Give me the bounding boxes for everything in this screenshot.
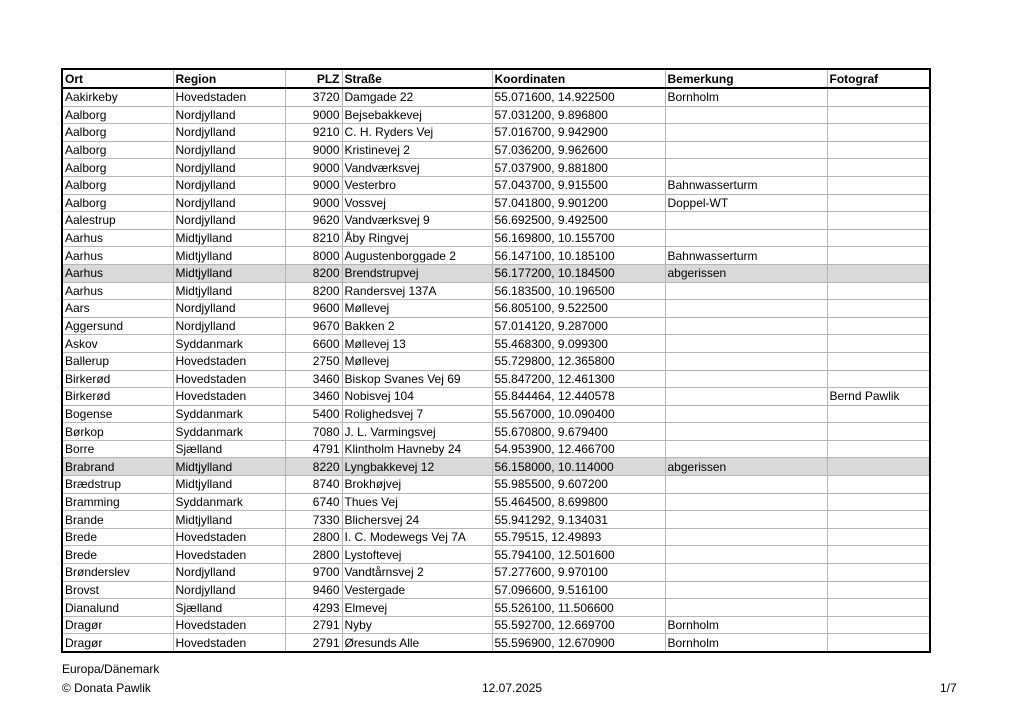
cell-region: Hovedstaden xyxy=(173,616,285,634)
cell-koordinaten: 56.183500, 10.196500 xyxy=(492,282,665,300)
cell-strasse: Møllevej xyxy=(342,300,492,318)
cell-koordinaten: 55.596900, 12.670900 xyxy=(492,634,665,652)
table-row xyxy=(62,141,930,159)
table-row xyxy=(62,599,930,617)
cell-koordinaten: 56.147100, 10.185100 xyxy=(492,247,665,265)
cell-plz: 4791 xyxy=(285,440,342,458)
cell-ort: Brovst xyxy=(62,581,173,599)
table-row xyxy=(62,388,930,406)
cell-fotograf xyxy=(827,616,930,634)
table-header-row xyxy=(62,69,930,88)
cell-ort: Brædstrup xyxy=(62,476,173,494)
cell-strasse: Rolighedsvej 7 xyxy=(342,405,492,423)
cell-region: Nordjylland xyxy=(173,564,285,582)
footer-page-number: 1/7 xyxy=(940,681,957,695)
table-row xyxy=(62,229,930,247)
cell-strasse: Vossvej xyxy=(342,194,492,212)
cell-koordinaten: 57.096600, 9.516100 xyxy=(492,581,665,599)
cell-region: Syddanmark xyxy=(173,423,285,441)
header-koordinaten: Koordinaten xyxy=(492,69,665,88)
cell-fotograf xyxy=(827,106,930,124)
cell-plz: 9460 xyxy=(285,581,342,599)
cell-bemerkung xyxy=(665,370,827,388)
cell-region: Nordjylland xyxy=(173,159,285,177)
cell-bemerkung xyxy=(665,388,827,406)
cell-region: Nordjylland xyxy=(173,176,285,194)
table-row xyxy=(62,247,930,265)
cell-fotograf xyxy=(827,159,930,177)
cell-plz: 2791 xyxy=(285,634,342,652)
cell-plz: 6600 xyxy=(285,335,342,353)
cell-strasse: Brokhøjvej xyxy=(342,476,492,494)
cell-region: Hovedstaden xyxy=(173,352,285,370)
cell-plz: 9620 xyxy=(285,212,342,230)
cell-koordinaten: 56.158000, 10.114000 xyxy=(492,458,665,476)
cell-fotograf xyxy=(827,176,930,194)
cell-plz: 8220 xyxy=(285,458,342,476)
cell-fotograf xyxy=(827,370,930,388)
cell-strasse: J. L. Varmingsvej xyxy=(342,423,492,441)
table-row xyxy=(62,476,930,494)
cell-ort: Birkerød xyxy=(62,388,173,406)
cell-koordinaten: 54.953900, 12.466700 xyxy=(492,440,665,458)
cell-ort: Aalestrup xyxy=(62,212,173,230)
cell-bemerkung xyxy=(665,564,827,582)
cell-koordinaten: 57.014120, 9.287000 xyxy=(492,317,665,335)
cell-bemerkung xyxy=(665,581,827,599)
cell-ort: Aarhus xyxy=(62,247,173,265)
cell-region: Midtjylland xyxy=(173,511,285,529)
cell-koordinaten: 57.016700, 9.942900 xyxy=(492,124,665,142)
table-body xyxy=(62,88,930,652)
table-row xyxy=(62,212,930,230)
cell-koordinaten: 55.464500, 8.699800 xyxy=(492,493,665,511)
footer-location: Europa/Dänemark xyxy=(62,662,160,676)
cell-plz: 5400 xyxy=(285,405,342,423)
cell-koordinaten: 55.941292, 9.134031 xyxy=(492,511,665,529)
cell-strasse: Møllevej xyxy=(342,352,492,370)
cell-strasse: C. H. Ryders Vej xyxy=(342,124,492,142)
cell-plz: 2800 xyxy=(285,546,342,564)
cell-fotograf xyxy=(827,335,930,353)
cell-koordinaten: 57.043700, 9.915500 xyxy=(492,176,665,194)
table-row xyxy=(62,176,930,194)
cell-plz: 9000 xyxy=(285,141,342,159)
cell-koordinaten: 55.592700, 12.669700 xyxy=(492,616,665,634)
cell-koordinaten: 57.031200, 9.896800 xyxy=(492,106,665,124)
cell-ort: Bramming xyxy=(62,493,173,511)
cell-fotograf xyxy=(827,264,930,282)
cell-region: Nordjylland xyxy=(173,581,285,599)
cell-region: Nordjylland xyxy=(173,141,285,159)
cell-koordinaten: 56.177200, 10.184500 xyxy=(492,264,665,282)
cell-plz: 9600 xyxy=(285,300,342,318)
cell-plz: 3720 xyxy=(285,88,342,106)
cell-fotograf xyxy=(827,511,930,529)
table-row xyxy=(62,581,930,599)
cell-koordinaten: 57.041800, 9.901200 xyxy=(492,194,665,212)
cell-bemerkung xyxy=(665,476,827,494)
cell-strasse: Biskop Svanes Vej 69 xyxy=(342,370,492,388)
cell-plz: 2750 xyxy=(285,352,342,370)
cell-ort: Brønderslev xyxy=(62,564,173,582)
cell-region: Hovedstaden xyxy=(173,634,285,652)
cell-strasse: Åby Ringvej xyxy=(342,229,492,247)
cell-koordinaten: 57.036200, 9.962600 xyxy=(492,141,665,159)
cell-bemerkung: Bornholm xyxy=(665,616,827,634)
cell-region: Syddanmark xyxy=(173,493,285,511)
cell-koordinaten: 56.692500, 9.492500 xyxy=(492,212,665,230)
cell-bemerkung xyxy=(665,599,827,617)
cell-ort: Dragør xyxy=(62,634,173,652)
cell-fotograf xyxy=(827,124,930,142)
cell-ort: Aalborg xyxy=(62,176,173,194)
cell-strasse: I. C. Modewegs Vej 7A xyxy=(342,528,492,546)
cell-strasse: Elmevej xyxy=(342,599,492,617)
cell-region: Hovedstaden xyxy=(173,546,285,564)
cell-fotograf xyxy=(827,300,930,318)
cell-ort: Aalborg xyxy=(62,141,173,159)
cell-bemerkung xyxy=(665,106,827,124)
cell-fotograf xyxy=(827,88,930,106)
cell-ort: Brande xyxy=(62,511,173,529)
cell-strasse: Randersvej 137A xyxy=(342,282,492,300)
cell-ort: Ballerup xyxy=(62,352,173,370)
cell-bemerkung: Bornholm xyxy=(665,634,827,652)
footer-copyright: © Donata Pawlik xyxy=(62,681,151,695)
cell-plz: 4293 xyxy=(285,599,342,617)
header-bemerkung: Bemerkung xyxy=(665,69,827,88)
cell-strasse: Brendstrupvej xyxy=(342,264,492,282)
cell-region: Hovedstaden xyxy=(173,370,285,388)
cell-plz: 8000 xyxy=(285,247,342,265)
table-row xyxy=(62,194,930,212)
cell-bemerkung xyxy=(665,141,827,159)
cell-plz: 9670 xyxy=(285,317,342,335)
cell-fotograf xyxy=(827,423,930,441)
cell-strasse: Bakken 2 xyxy=(342,317,492,335)
cell-region: Midtjylland xyxy=(173,476,285,494)
cell-koordinaten: 55.071600, 14.922500 xyxy=(492,88,665,106)
cell-fotograf xyxy=(827,599,930,617)
table-row xyxy=(62,335,930,353)
cell-ort: Brabrand xyxy=(62,458,173,476)
table-row xyxy=(62,124,930,142)
cell-plz: 3460 xyxy=(285,370,342,388)
cell-bemerkung xyxy=(665,335,827,353)
cell-strasse: Augustenborggade 2 xyxy=(342,247,492,265)
cell-plz: 7330 xyxy=(285,511,342,529)
cell-fotograf xyxy=(827,440,930,458)
cell-plz: 6740 xyxy=(285,493,342,511)
cell-region: Midtjylland xyxy=(173,458,285,476)
cell-koordinaten: 55.985500, 9.607200 xyxy=(492,476,665,494)
table-row xyxy=(62,511,930,529)
cell-koordinaten: 57.277600, 9.970100 xyxy=(492,564,665,582)
cell-ort: Dianalund xyxy=(62,599,173,617)
cell-bemerkung xyxy=(665,546,827,564)
cell-strasse: Nyby xyxy=(342,616,492,634)
cell-bemerkung xyxy=(665,300,827,318)
cell-ort: Børkop xyxy=(62,423,173,441)
cell-region: Midtjylland xyxy=(173,264,285,282)
cell-fotograf xyxy=(827,317,930,335)
cell-ort: Askov xyxy=(62,335,173,353)
cell-ort: Aars xyxy=(62,300,173,318)
cell-koordinaten: 55.794100, 12.501600 xyxy=(492,546,665,564)
cell-fotograf xyxy=(827,581,930,599)
cell-plz: 2800 xyxy=(285,528,342,546)
cell-bemerkung: Bahnwasserturm xyxy=(665,247,827,265)
cell-bemerkung xyxy=(665,352,827,370)
cell-bemerkung xyxy=(665,528,827,546)
cell-plz: 2791 xyxy=(285,616,342,634)
table-row xyxy=(62,423,930,441)
table-row xyxy=(62,282,930,300)
cell-koordinaten: 55.670800, 9.679400 xyxy=(492,423,665,441)
cell-fotograf xyxy=(827,546,930,564)
cell-bemerkung xyxy=(665,124,827,142)
cell-koordinaten: 55.729800, 12.365800 xyxy=(492,352,665,370)
cell-strasse: Vesterbro xyxy=(342,176,492,194)
footer-date: 12.07.2025 xyxy=(482,681,543,695)
cell-koordinaten: 55.844464, 12.440578 xyxy=(492,388,665,406)
header-plz: PLZ xyxy=(285,69,342,88)
table-row xyxy=(62,616,930,634)
cell-bemerkung: Bornholm xyxy=(665,88,827,106)
cell-fotograf xyxy=(827,282,930,300)
table-row xyxy=(62,370,930,388)
cell-bemerkung xyxy=(665,159,827,177)
cell-plz: 9210 xyxy=(285,124,342,142)
cell-bemerkung xyxy=(665,423,827,441)
cell-region: Nordjylland xyxy=(173,212,285,230)
cell-strasse: Kristinevej 2 xyxy=(342,141,492,159)
table-row xyxy=(62,352,930,370)
cell-ort: Aarhus xyxy=(62,282,173,300)
cell-ort: Aarhus xyxy=(62,229,173,247)
cell-plz: 9700 xyxy=(285,564,342,582)
cell-fotograf xyxy=(827,493,930,511)
cell-fotograf xyxy=(827,528,930,546)
cell-koordinaten: 55.567000, 10.090400 xyxy=(492,405,665,423)
cell-region: Hovedstaden xyxy=(173,88,285,106)
cell-bemerkung xyxy=(665,212,827,230)
cell-fotograf xyxy=(827,564,930,582)
cell-koordinaten: 55.468300, 9.099300 xyxy=(492,335,665,353)
cell-region: Sjælland xyxy=(173,599,285,617)
cell-koordinaten: 56.805100, 9.522500 xyxy=(492,300,665,318)
cell-ort: Aalborg xyxy=(62,159,173,177)
cell-plz: 3460 xyxy=(285,388,342,406)
table-row xyxy=(62,458,930,476)
table-row xyxy=(62,493,930,511)
cell-fotograf xyxy=(827,194,930,212)
cell-ort: Aakirkeby xyxy=(62,88,173,106)
cell-bemerkung: abgerissen xyxy=(665,264,827,282)
cell-bemerkung: Bahnwasserturm xyxy=(665,176,827,194)
table-row xyxy=(62,106,930,124)
cell-strasse: Øresunds Alle xyxy=(342,634,492,652)
header-fotograf: Fotograf xyxy=(827,69,930,88)
cell-fotograf xyxy=(827,405,930,423)
cell-strasse: Damgade 22 xyxy=(342,88,492,106)
cell-region: Syddanmark xyxy=(173,405,285,423)
cell-ort: Aggersund xyxy=(62,317,173,335)
cell-strasse: Lystoftevej xyxy=(342,546,492,564)
cell-region: Midtjylland xyxy=(173,247,285,265)
cell-bemerkung xyxy=(665,229,827,247)
cell-bemerkung: Doppel-WT xyxy=(665,194,827,212)
cell-region: Nordjylland xyxy=(173,300,285,318)
cell-koordinaten: 55.79515, 12.49893 xyxy=(492,528,665,546)
cell-strasse: Klintholm Havneby 24 xyxy=(342,440,492,458)
table-row xyxy=(62,564,930,582)
cell-ort: Aalborg xyxy=(62,194,173,212)
cell-ort: Birkerød xyxy=(62,370,173,388)
cell-fotograf xyxy=(827,229,930,247)
cell-plz: 9000 xyxy=(285,176,342,194)
table-row xyxy=(62,528,930,546)
cell-strasse: Nobisvej 104 xyxy=(342,388,492,406)
cell-fotograf xyxy=(827,634,930,652)
cell-koordinaten: 55.526100, 11.506600 xyxy=(492,599,665,617)
table-row xyxy=(62,264,930,282)
cell-bemerkung xyxy=(665,493,827,511)
cell-plz: 7080 xyxy=(285,423,342,441)
cell-region: Midtjylland xyxy=(173,282,285,300)
cell-region: Nordjylland xyxy=(173,124,285,142)
cell-fotograf xyxy=(827,476,930,494)
cell-bemerkung xyxy=(665,511,827,529)
cell-plz: 9000 xyxy=(285,194,342,212)
table-row xyxy=(62,440,930,458)
cell-bemerkung xyxy=(665,405,827,423)
cell-region: Nordjylland xyxy=(173,106,285,124)
table-row xyxy=(62,88,930,106)
cell-plz: 9000 xyxy=(285,106,342,124)
cell-ort: Brede xyxy=(62,546,173,564)
cell-ort: Aarhus xyxy=(62,264,173,282)
header-strasse: Straße xyxy=(342,69,492,88)
cell-bemerkung: abgerissen xyxy=(665,458,827,476)
cell-ort: Brede xyxy=(62,528,173,546)
cell-region: Hovedstaden xyxy=(173,388,285,406)
cell-plz: 8200 xyxy=(285,264,342,282)
cell-ort: Aalborg xyxy=(62,106,173,124)
cell-plz: 8210 xyxy=(285,229,342,247)
cell-fotograf xyxy=(827,141,930,159)
cell-fotograf xyxy=(827,458,930,476)
table-row xyxy=(62,405,930,423)
cell-region: Nordjylland xyxy=(173,317,285,335)
header-region: Region xyxy=(173,69,285,88)
table-row xyxy=(62,300,930,318)
header-ort: Ort xyxy=(62,69,173,88)
cell-ort: Bogense xyxy=(62,405,173,423)
cell-region: Nordjylland xyxy=(173,194,285,212)
cell-koordinaten: 55.847200, 12.461300 xyxy=(492,370,665,388)
cell-strasse: Vandtårnsvej 2 xyxy=(342,564,492,582)
cell-strasse: Blichersvej 24 xyxy=(342,511,492,529)
table-row xyxy=(62,546,930,564)
water-tower-table xyxy=(61,68,931,653)
table-row xyxy=(62,159,930,177)
table-row xyxy=(62,634,930,652)
cell-strasse: Vestergade xyxy=(342,581,492,599)
cell-ort: Aalborg xyxy=(62,124,173,142)
cell-plz: 8740 xyxy=(285,476,342,494)
cell-fotograf: Bernd Pawlik xyxy=(827,388,930,406)
cell-bemerkung xyxy=(665,440,827,458)
cell-koordinaten: 56.169800, 10.155700 xyxy=(492,229,665,247)
cell-strasse: Vandværksvej xyxy=(342,159,492,177)
cell-bemerkung xyxy=(665,282,827,300)
cell-fotograf xyxy=(827,212,930,230)
cell-ort: Borre xyxy=(62,440,173,458)
cell-plz: 8200 xyxy=(285,282,342,300)
cell-strasse: Bejsebakkevej xyxy=(342,106,492,124)
cell-bemerkung xyxy=(665,317,827,335)
cell-region: Midtjylland xyxy=(173,229,285,247)
table-row xyxy=(62,317,930,335)
cell-strasse: Møllevej 13 xyxy=(342,335,492,353)
cell-strasse: Vandværksvej 9 xyxy=(342,212,492,230)
cell-ort: Dragør xyxy=(62,616,173,634)
cell-fotograf xyxy=(827,247,930,265)
cell-region: Sjælland xyxy=(173,440,285,458)
cell-strasse: Thues Vej xyxy=(342,493,492,511)
cell-fotograf xyxy=(827,352,930,370)
cell-region: Syddanmark xyxy=(173,335,285,353)
cell-koordinaten: 57.037900, 9.881800 xyxy=(492,159,665,177)
cell-strasse: Lyngbakkevej 12 xyxy=(342,458,492,476)
cell-plz: 9000 xyxy=(285,159,342,177)
cell-region: Hovedstaden xyxy=(173,528,285,546)
